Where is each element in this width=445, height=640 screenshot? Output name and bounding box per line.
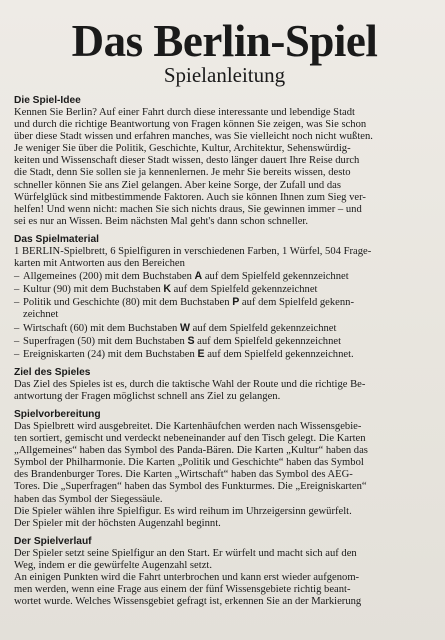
text-line: Würfelglück sind mitbestimmende Faktoren. Auch sie können Ihnen zum Sieg ver-	[14, 191, 366, 203]
page-subtitle: Spielanleitung	[163, 63, 286, 87]
list-item-continuation: zeichnet	[23, 309, 59, 321]
text-line: ten sortiert, gemischt und verdeckt nebeneinander auf den Tisch gelegt. Die Karten	[14, 433, 366, 445]
text-line: Das Ziel des Spieles ist es, durch die taktische Wahl der Route und die richtige Be-	[14, 378, 366, 390]
text-line: helfen! Und wenn nicht: machen Sie sich nichts draus, Sie gewinnen immer – und	[14, 203, 362, 215]
text-line: antwortung der Fragen möglichst schnell ans Ziel zu gelangen.	[14, 390, 281, 402]
text-line: karten mit Antworten aus den Bereichen	[14, 258, 185, 270]
text-line: 1 BERLIN-Spielbrett, 6 Spielfiguren in verschiedenen Farben, 1 Würfel, 504 Frage-	[14, 245, 372, 257]
list-item: – Ereigniskarten (24) mit dem Buchstaben E auf dem Spielfeld gekennzeichnet.	[14, 347, 354, 360]
section-heading: Die Spiel-Idee	[14, 95, 81, 106]
section-ziel	[14, 366, 435, 403]
text-line: Der Spieler mit der höchsten Augenzahl beginnt.	[14, 517, 221, 529]
category-letter: W	[179, 321, 190, 334]
text-line: wortet wurde. Welches Wissensgebiet gefragt ist, erkennen Sie an der Markierung	[14, 596, 362, 608]
text-line: über diese Stadt wissen und erfahren manches, was Sie vielleicht noch nicht wußten.	[14, 131, 373, 143]
text-line: und durch die richtige Beantwortung von Fragen können Sie zeigen, was Sie schon	[14, 119, 367, 131]
text-line: men werden, wenn eine Frage aus einem der fünf Wissensgebiete richtig beant-	[14, 584, 351, 596]
section-body	[14, 246, 435, 270]
text-line: Weg, indem er die gewürfelte Augenzahl setzt.	[14, 559, 212, 571]
section-body	[14, 107, 435, 228]
section-spielverlauf	[14, 535, 435, 608]
text-line: Symbol der Philharmonie. Die Karten „Politik und Geschichte“ haben das Symbol	[14, 457, 364, 469]
text-line: keiten und Wissenschaft dieser Stadt wissen, desto länger dauert Ihre Reise durch	[14, 155, 360, 167]
text-line: Das Spielbrett wird ausgebreitet. Die Kartenhäufchen werden nach Wissensgebie-	[14, 420, 362, 432]
list-item: – Kultur (90) mit dem Buchstaben K auf dem Spielfeld gekennzeichnet	[14, 283, 318, 296]
text-line: haben das Symbol der Siegessäule.	[14, 493, 163, 505]
page-title: Das Berlin-Spiel	[71, 16, 378, 66]
category-letter: E	[197, 347, 205, 360]
text-line: schneller können Sie ans Ziel gelangen. Aber keine Sorge, der Zufall und das	[14, 179, 341, 191]
text-line: Die Spieler wählen ihre Spielfigur. Es wird reihum im Uhrzeigersinn gewürfelt.	[14, 505, 352, 517]
category-letter: S	[187, 334, 195, 347]
section-spielmaterial	[14, 233, 435, 361]
text-line: des Brandenburger Tores. Die Karten „Wirtschaft“ haben das Symbol des AEG-	[14, 469, 353, 481]
section-body	[14, 548, 435, 608]
category-letter: K	[163, 283, 171, 296]
list-item: – Politik und Geschichte (80) mit dem Buchstaben P auf dem Spielfeld gekenn-	[14, 296, 355, 309]
section-heading: Ziel des Spieles	[14, 366, 91, 378]
section-heading: Das Spielmaterial	[14, 233, 99, 245]
category-letter: P	[232, 296, 240, 309]
text-line: Kennen Sie Berlin? Auf einer Fahrt durch diese interessante und lebendige Stadt	[14, 107, 355, 118]
text-line: Je weniger Sie über die Politik, Geschichte, Kultur, Architektur, Sehenswürdig-	[14, 143, 351, 155]
section-body	[14, 421, 435, 530]
list-item: – Wirtschaft (60) mit dem Buchstaben W auf dem Spielfeld gekennzeichnet	[14, 321, 337, 334]
card-category-list	[14, 270, 435, 361]
text-line: Der Spieler setzt seine Spielfigur an den Start. Er würfelt und macht sich auf den	[14, 547, 357, 559]
text-line: An einigen Punkten wird die Fahrt unterbrochen und kann erst wieder aufgenom-	[14, 572, 360, 583]
list-item: – Superfragen (50) mit dem Buchstaben S auf dem Spielfeld gekennzeichnet	[14, 334, 342, 347]
text-line: „Allgemeines“ haben das Symbol des Panda-Bären. Die Karten „Kultur“ haben das	[14, 445, 368, 457]
section-heading: Spielvorbereitung	[14, 408, 101, 420]
text-line: die Stadt, denn Sie sollen sie ja kennenlernen. Je mehr Sie bereits wissen, desto	[14, 167, 351, 179]
section-heading: Der Spielverlauf	[14, 535, 92, 547]
text-line: sei es nur an Wissen. Beim nächsten Mal geht's dann schon schneller.	[14, 215, 309, 227]
text-line: Tores. Die „Superfragen“ haben das Symbol des Funkturmes. Die „Ereigniskarten“	[14, 481, 367, 493]
section-body	[14, 379, 435, 403]
section-spiel-idee	[14, 94, 435, 228]
list-item: – Allgemeines (200) mit dem Buchstaben A auf dem Spielfeld gekennzeichnet	[14, 270, 349, 283]
section-spielvorbereitung	[14, 408, 435, 530]
category-letter: A	[194, 270, 203, 283]
